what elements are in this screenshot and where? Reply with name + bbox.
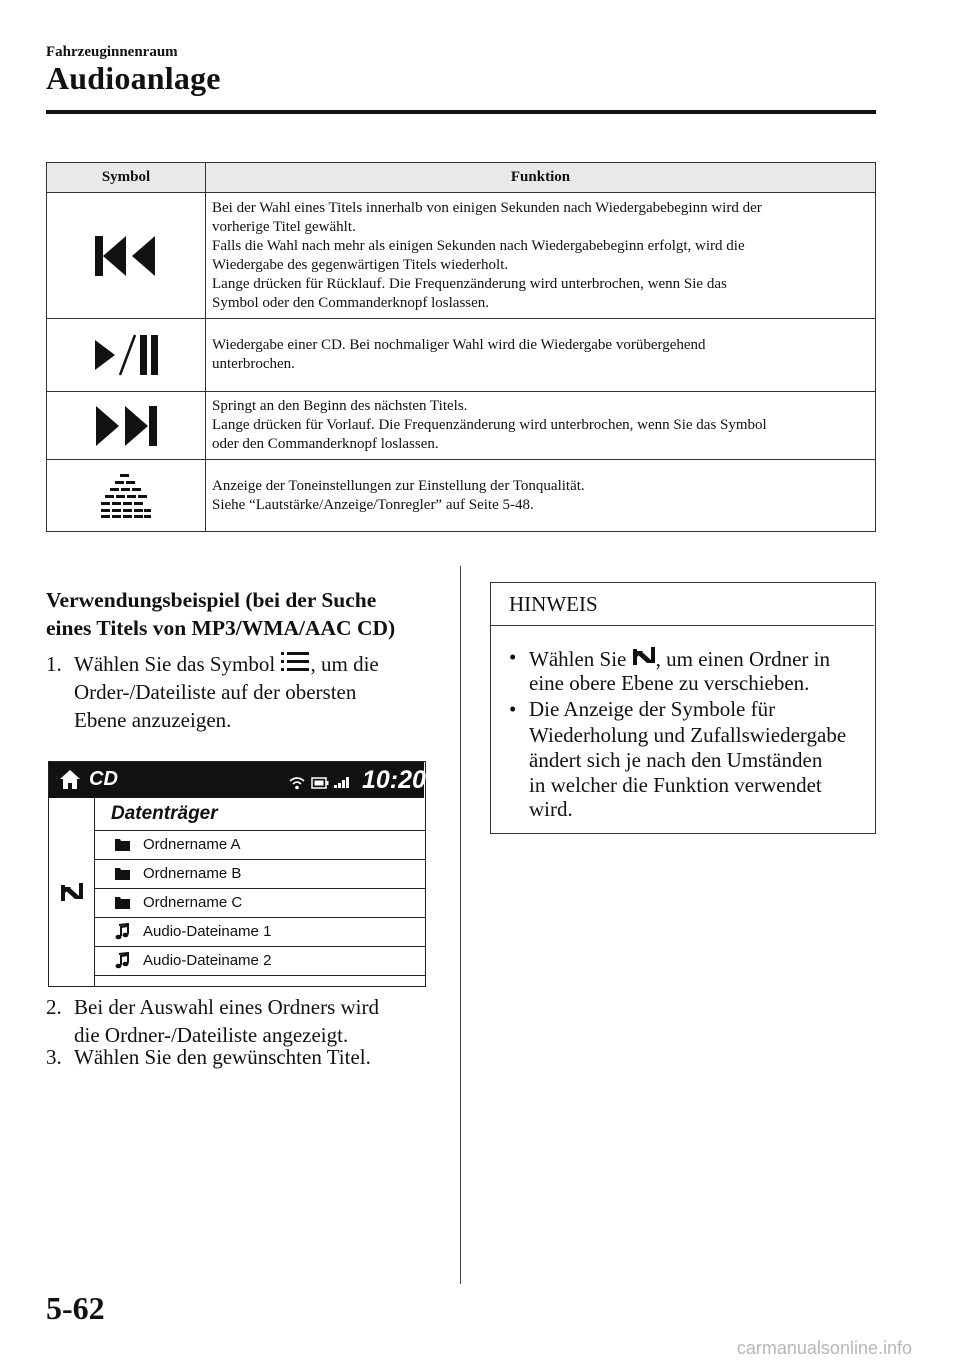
folder-icon [115, 838, 130, 851]
folder-icon [115, 867, 130, 880]
step-text: Wählen Sie den gewünschten Titel. [74, 1045, 371, 1069]
display-screen [48, 761, 426, 987]
folder-up-icon[interactable] [60, 882, 84, 902]
page-number: 5-62 [46, 1290, 105, 1326]
step-number: 3. [46, 1045, 62, 1069]
table-header-row [47, 163, 876, 193]
skip-forward-icon [95, 405, 157, 447]
note-text [529, 645, 830, 672]
note-header [491, 583, 874, 626]
watermark: carmanualsonline.info [736, 1338, 912, 1358]
note-text: wird. [529, 797, 573, 821]
home-icon[interactable] [59, 769, 81, 790]
step-text-part: Wählen Sie das Symbol [74, 652, 276, 676]
list-item[interactable] [95, 831, 425, 860]
description-line: Anzeige der Toneinstellungen zur Einstellung der Tonqualität. [212, 477, 585, 494]
symbol-function-table [46, 162, 876, 532]
symbol-cell [47, 319, 206, 392]
heading-line: Verwendungsbeispiel (bei der Suche [46, 588, 377, 612]
example-heading [46, 586, 446, 642]
battery-icon [311, 777, 329, 789]
note-text: Die Anzeige der Symbole für [529, 697, 776, 721]
music-note-icon [115, 923, 129, 940]
skip-back-icon [95, 235, 157, 277]
description-cell [206, 392, 876, 460]
description-line: Lange drücken für Rücklauf. Die Frequenzänderung wird unterbrochen, wenn Sie das [212, 275, 727, 292]
description-line: Siehe “Lautstärke/Anzeige/Tonregler” auf Seite 5-48. [212, 496, 534, 513]
folder-up-icon [632, 645, 656, 667]
equalizer-icon [100, 473, 152, 519]
symbol-cell [47, 460, 206, 532]
heading-line: eines Titels von MP3/WMA/AAC CD) [46, 616, 396, 640]
list-item[interactable] [95, 947, 425, 976]
note-text: in welcher die Funktion verwendet [529, 773, 822, 797]
bullet-marker: • [509, 697, 517, 721]
description-line: oder den Commanderknopf loslassen. [212, 436, 439, 452]
screen-header [49, 762, 424, 798]
description-cell [206, 460, 876, 532]
music-note-icon [115, 952, 129, 969]
table-row [47, 460, 876, 532]
step-text-part: , um die [310, 652, 379, 676]
note-title: HINWEIS [509, 592, 598, 616]
section-label: Fahrzeuginnenraum [46, 44, 178, 60]
list-item-label: Audio-Dateiname 1 [143, 923, 272, 940]
list-item[interactable] [95, 860, 425, 889]
bullet-marker: • [509, 645, 517, 669]
play-pause-icon [93, 334, 159, 376]
step-number: 2. [46, 995, 62, 1019]
table-row [47, 392, 876, 460]
description-cell [206, 319, 876, 392]
note-text: eine obere Ebene zu verschieben. [529, 671, 810, 695]
description-cell [206, 193, 876, 319]
step-3 [46, 1043, 446, 1071]
description-line: Wiedergabe einer CD. Bei nochmaliger Wahl wird die Wiedergabe vorübergehend [212, 337, 706, 353]
list-item-label: Audio-Dateiname 2 [143, 952, 272, 969]
column-divider [460, 566, 461, 1284]
list-menu-icon [280, 651, 310, 673]
step-2 [46, 993, 446, 1049]
column-header-function: Funktion [206, 163, 876, 193]
signal-strength-icon [333, 776, 351, 789]
description-line: vorherige Titel gewählt. [212, 218, 356, 235]
step-1 [46, 650, 446, 734]
note-text: Wiederholung und Zufallswiedergabe [529, 723, 847, 747]
description-line: Falls die Wahl nach mehr als einigen Sekunden nach Wiedergabebeginn erfolgt, wird die [212, 237, 745, 254]
step-text: Order-/Dateiliste auf der obersten [74, 680, 357, 704]
screen-sidebar [49, 798, 95, 986]
description-line: Springt an den Beginn des nächsten Titels. [212, 398, 468, 414]
note-text-part: Wählen Sie [529, 647, 627, 671]
wifi-icon [289, 776, 305, 790]
list-title-row [95, 798, 425, 831]
source-label: CD [89, 768, 118, 790]
note-box [490, 582, 876, 834]
list-item-label: Ordnername A [143, 836, 241, 853]
step-text: die Ordner-/Dateiliste angezeigt. [74, 1023, 349, 1047]
description-line: Symbol oder den Commanderknopf loslassen. [212, 294, 490, 311]
list-item[interactable] [95, 918, 425, 947]
description-line: unterbrochen. [212, 356, 295, 372]
table-row [47, 193, 876, 319]
step-text [74, 650, 379, 678]
folder-icon [115, 896, 130, 909]
description-line: Wiedergabe des gegenwärtigen Titels wiederholt. [212, 256, 509, 273]
clock-time: 10:20 [362, 766, 426, 794]
symbol-cell [47, 392, 206, 460]
table-row [47, 319, 876, 392]
description-line: Bei der Wahl eines Titels innerhalb von einigen Sekunden nach Wiedergabebeginn wird der [212, 199, 762, 216]
list-item-label: Ordnername C [143, 894, 243, 911]
step-text: Ebene anzuzeigen. [74, 708, 232, 732]
step-text: Bei der Auswahl eines Ordners wird [74, 995, 380, 1019]
list-item[interactable] [95, 889, 425, 918]
page-title: Audioanlage [46, 60, 221, 96]
symbol-cell [47, 193, 206, 319]
note-text-part: , um einen Ordner in [655, 647, 831, 671]
list-item-label: Ordnername B [143, 865, 242, 882]
step-number: 1. [46, 652, 62, 676]
description-line: Lange drücken für Vorlauf. Die Frequenzänderung wird unterbrochen, wenn Sie das Symbol [212, 417, 767, 433]
note-text: ändert sich je nach den Umständen [529, 748, 823, 772]
list-title: Datenträger [111, 803, 218, 824]
column-header-symbol: Symbol [47, 163, 206, 193]
title-divider [46, 110, 876, 114]
